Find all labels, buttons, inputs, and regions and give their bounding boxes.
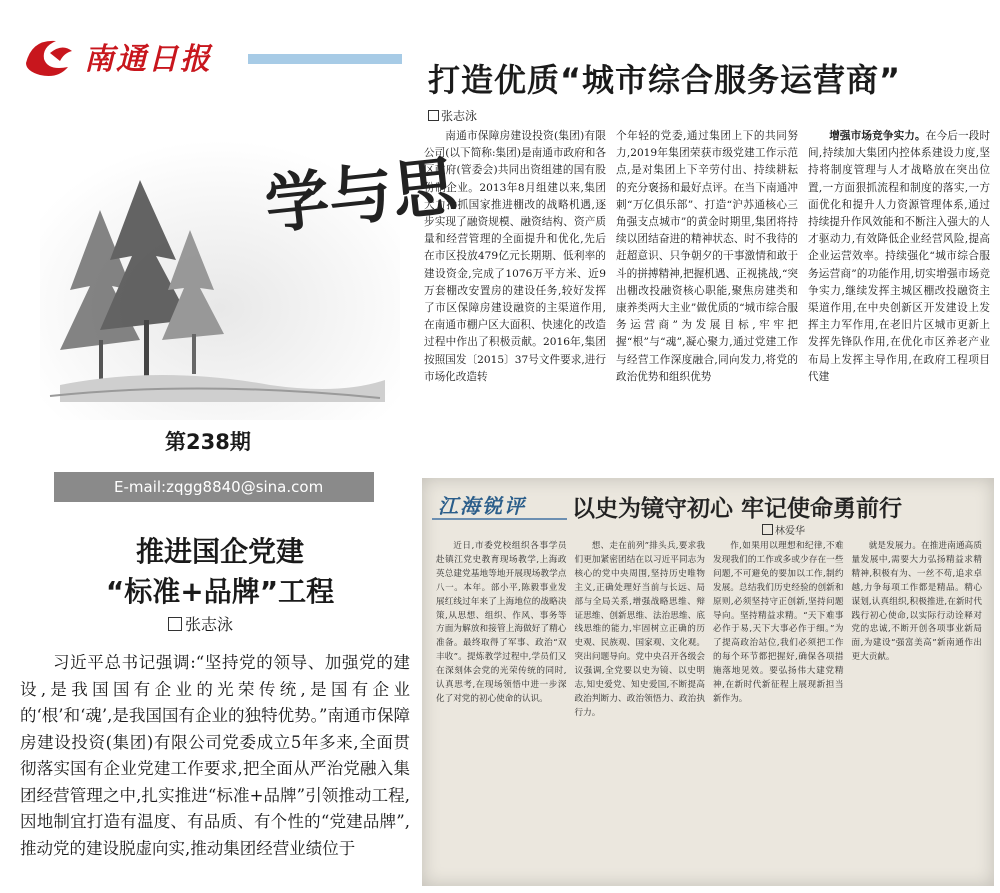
clipping-title: 以史为镜守初心 牢记使命勇前行 [572,496,903,522]
newspaper-clipping [422,478,994,886]
email-contact-bar: E-mail:zqgg8840@sina.com [54,472,374,502]
masthead-logo [22,26,252,86]
newspaper-emblem-icon [22,33,76,79]
clipping-label-underline [432,518,567,520]
clipping-column-3: 作,如果用以理想和纪律,不难发现我们的工作或多或少存在一些问题,不可避免的要加以工作,制约发展。总结我们历史经验的创新和原则,必须坚持守正创新,坚持问题导向。坚持精益求精。“天下难事必作于易,天下大事必作于细。”为了提高政治站位,我们必须把工作的每个环节都把握好,确保各项措施落地见效。要弘扬伟大建党精神,在新时代新征程上展现新担当新作为。 [713,541,844,704]
main-article-title: 打造优质“城市综合服务运营商” [428,61,902,99]
left-article-body: 习近平总书记强调:“坚持党的领导、加强党的建设,是我国国有企业的光荣传统,是国有企业的‘根’和‘魂’,是我国国有企业的独特优势。”南通市保障房建设投资(集团)有限公司党委成立5年多来,全面贯彻落实国有企业党建工作要求,把全面从严治党融入集团经营管理之中,扎实推进“标准+品牌”引领推动工程,因地制宜打造有温度、有品质、有个性的“党建品牌”,推动党的建设脱虚向实,推动集团经营业绩位于 [20,653,410,858]
issue-number: 第238期 [165,430,251,454]
clipping-column-1: 近日,市委党校组织各事学员赴镇江党史教育现场教学,上海政英总建党基地等地开展现场教学点八一。本年。部小平,陈毅事业发展红线过年来了上海地位的战略决策,从思想、组织、作风、事务等方面为解放和接管上海做好了精心准备。最终取得了军事、政治“双丰收”。提炼教学过程中,学员们又在深刻体会党的光荣传统的同时,认真思考,在现场领悟中进一步深化了对党的初心使命的认识。 [436,541,567,704]
clipping-column-4: 就是发展力。在推进南通高质量发展中,需要大力弘扬精益求精精神,积极有为、一丝不苟,追求卓越,力争每项工作都是精品。精心谋划,认真组织,积极推进,在新时代践行初心使命,以实际行动诠释对党的忠诚,不断开创各项事业新局面,为建设“强富美高”新南通作出更大贡献。 [851,541,982,663]
column-art-calligraphy: 学与思 [261,148,461,244]
column-header-artwork [40,140,461,420]
byline-box-icon [168,617,182,631]
clipping-body [436,540,982,874]
left-article-title: 推进国企党建 “标准+品牌”工程 [105,535,335,608]
main-article-byline: 张志泳 [428,107,477,124]
clipping-column-label: 江海锐评 [438,494,526,518]
clipping-column-2: 想、走在前列”排头兵,要求我们更加紧密团结在以习近平同志为核心的党中央周围,坚持历史唯物主义,正确处理好当前与长远、局部与全局关系,增强战略思维、辩证思维、创新思维、法治思维、底线思维的能力,牢固树立正确的历史观、民族观、国家观、文化观。突出问题导向。党中央召开各级会议强调,全党要以史为镜、以史明志,知史爱党、知史爱国,不断提高政治判断力、政治领悟力、政治执行力。 [574,541,705,718]
masthead-accent-bar [248,54,402,64]
main-article-body [424,128,991,383]
main-article-column-1: 南通市保障房建设投资(集团)有限公司(以下简称:集团)是南通市政府和各区政府(管委会)共同出资组建的国有股份制企业。2013年8月组建以来,集团大力抢抓国家推进棚改的战略机遇,逐步实现了融资规模、融资结构、资产质量和经营管理的全面提升和优化,先后在市区投放479亿元长期期、低利率的建设资金,完成了1076万平方米、近9万套棚改安置房的建设任务,较好发挥了市区保障房建设融资的主渠道作用,在南通市棚户区大面积、快速化的改造过程中作出了积极贡献。2016年,集团按照国发〔2015〕37号文件要求,进行市场化改造转 [424,130,606,383]
byline-box-icon [762,524,773,535]
main-article-column-2: 个年轻的党委,通过集团上下的共同努力,2019年集团荣获市级党建工作示范点,是对集团上下辛劳付出、持续耕耘的充分褒扬和最好点评。在当下南通冲刺“万亿俱乐部”、打造“沪苏通核心三角强支点城市”的黄金时期里,集团将持续以团结奋进的精神状态、时不我待的赶超意识、只争朝夕的干事激情和敢于斗的拼搏精神,把握机遇、正视挑战,“突出棚改投融资核心职能,聚焦房建类和康养类两大主业”做优质的“城市综合服务运营商”为发展目标,牢牢把握“根”与“魂”,凝心聚力,通过党建工作与经营工作深度融合,同向发力,将党的政治优势和组织优势 [616,130,798,383]
left-article-byline: 张志泳 [168,612,233,635]
byline-box-icon [428,110,439,121]
main-article-column-3: 增强市场竞争实力。在今后一段时间,持续加大集团内控体系建设力度,坚持将制度管理与人才战略放在突出位置,一方面狠抓流程和制度的落实,一方面优化和提升人力资源管理体系,通过持续提升作风效能和不断注入强大的人才驱动力,有效降低企业经营风险,提高企业运营效率。持续强化“城市综合服务运营商”的功能作用,切实增强市场竞争实力,继续发挥主城区棚改投融资主渠道作用,在中央创新区开发建设上发挥主力军作用,在老旧片区城市更新上发挥先锋队作用,在优化市区养老产业布局上发挥主导作用,在政府工程项目代建 [808,130,991,383]
clipping-byline: 林爱华 [762,522,805,537]
newspaper-name: 南通日报 [84,42,212,77]
